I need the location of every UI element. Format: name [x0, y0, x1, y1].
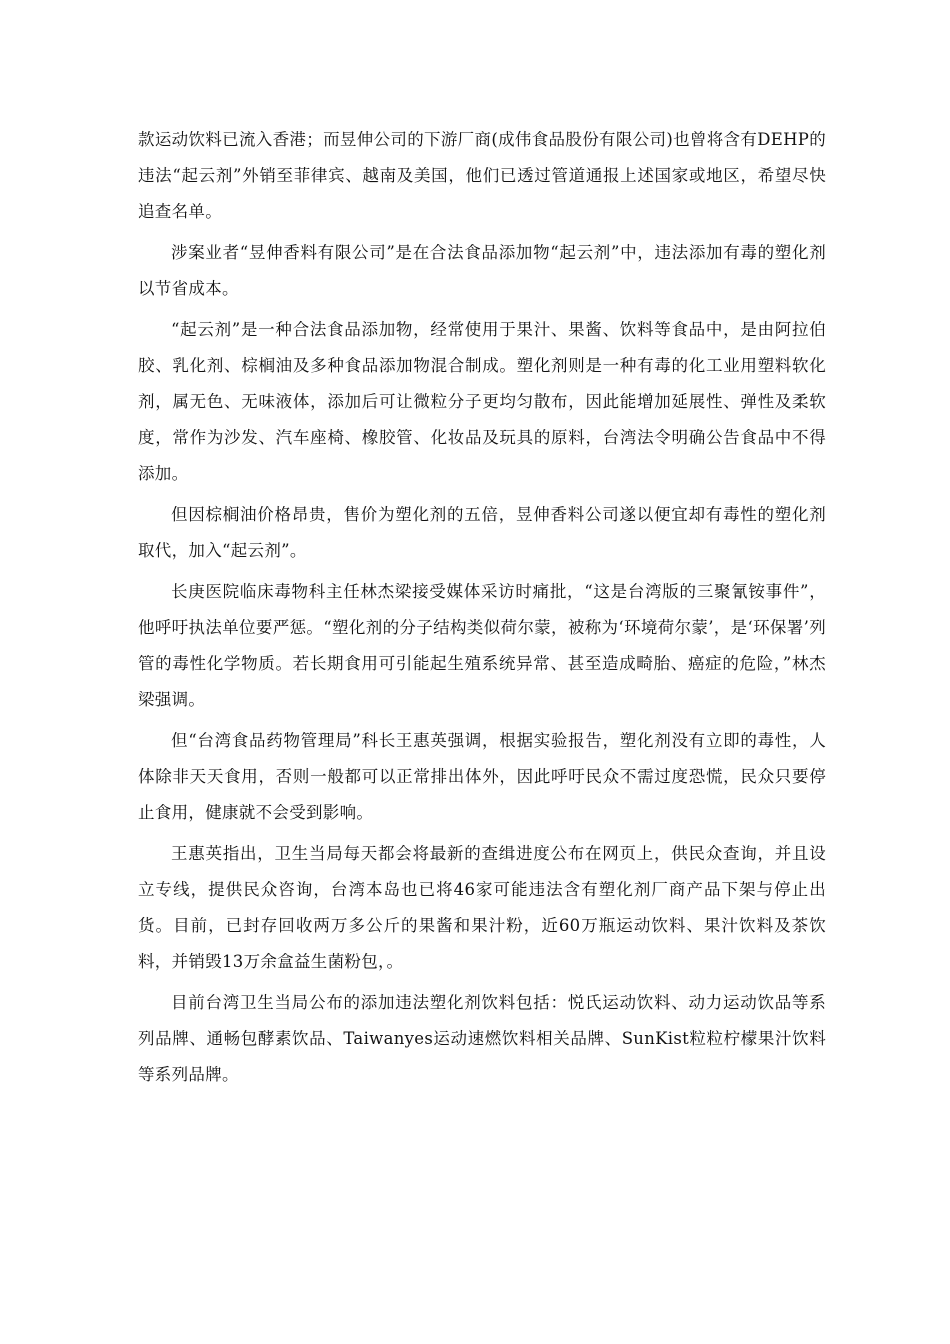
paragraph: “起云剂”是一种合法食品添加物，经常使用于果汁、果酱、饮料等食品中，是由阿拉伯胶、乳化剂、棕榈油及多种食品添加物混合制成。塑化剂则是一种有毒的化工业用塑料软化剂，属无色、无味液体，添加后可让微粒分子更均匀散布，因此能增加延展性、弹性及柔软度，常作为沙发、汽车座椅、橡胶管、化妆品及玩具的原料，台湾法令明确公告食品中不得添加。	[138, 320, 826, 483]
paragraph: 涉案业者“昱伸香料有限公司”是在合法食品添加物“起云剂”中，违法添加有毒的塑化剂以节省成本。	[138, 243, 826, 298]
paragraph-continued: 款运动饮料已流入香港；而昱伸公司的下游厂商(成伟食品股份有限公司)也曾将含有DEHP的违法“起云剂”外销至菲律宾、越南及美国，他们已透过管道通报上述国家或地区，希望尽快追查名单。	[138, 130, 826, 221]
paragraph: 但因棕榈油价格昂贵，售价为塑化剂的五倍，昱伸香料公司遂以便宜却有毒性的塑化剂取代，加入“起云剂”。	[138, 505, 826, 560]
document-body	[138, 122, 826, 1098]
paragraph: 长庚医院临床毒物科主任林杰梁接受媒体采访时痛批，“这是台湾版的三聚氰铵事件”，他呼吁执法单位要严惩。“塑化剂的分子结构类似荷尔蒙，被称为‘环境荷尔蒙’，是‘环保署’列管的毒性化学物质。若长期食用可引能起生殖系统异常、甚至造成畸胎、癌症的危险，”林杰梁强调。	[138, 582, 826, 709]
paragraph: 王惠英指出，卫生当局每天都会将最新的查缉进度公布在网页上，供民众查询，并且设立专线，提供民众咨询，台湾本岛也已将46家可能违法含有塑化剂厂商产品下架与停止出货。目前，已封存回收两万多公斤的果酱和果汁粉，近60万瓶运动饮料、果汁饮料及茶饮料，并销毁13万余盒益生菌粉包，。	[138, 844, 826, 971]
paragraph: 目前台湾卫生当局公布的添加违法塑化剂饮料包括：悦氏运动饮料、动力运动饮品等系列品牌、通畅包酵素饮品、Taiwanyes运动速燃饮料相关品牌、SunKist粒粒柠檬果汁饮料等系列品牌。	[138, 993, 826, 1084]
paragraph: 但“台湾食品药物管理局”科长王惠英强调，根据实验报告，塑化剂没有立即的毒性，人体除非天天食用，否则一般都可以正常排出体外，因此呼吁民众不需过度恐慌，民众只要停止食用，健康就不会受到影响。	[138, 731, 826, 822]
